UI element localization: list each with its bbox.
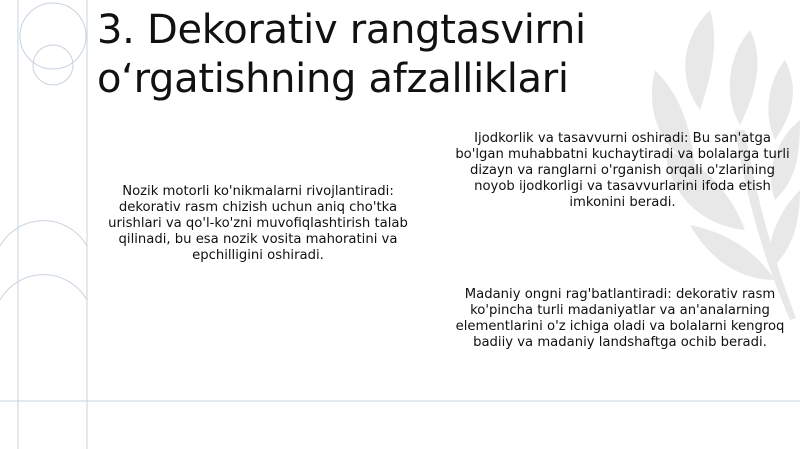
benefit-fine-motor-skills: Nozik motorli ko'nikmalarni rivojlantiradi: dekorativ rasm chizish uchun aniq cho'tka urishlari va qo'l-ko'zni muvofiqlashtirish talab qilinadi, bu esa nozik vosita mahoratini va epchilligini oshiradi. — [108, 184, 408, 263]
benefit-creativity-imagination: Ijodkorlik va tasavvurni oshiradi: Bu san'atga bo'lgan muhabbatni kuchaytiradi va bolalarga turli dizayn va ranglarni o'rganish orqali o'zlarining noyob ijodkorligi va tasavvurlarini ifoda etish imkonini beradi. — [455, 131, 790, 210]
benefit-cultural-awareness: Madaniy ongni rag'batlantiradi: dekorativ rasm ko'pincha turli madaniyatlar va an'analarning elementlarini o'z ichiga oladi va bolalarni kengroq badiiy va madaniy landshaftga ochib beradi. — [455, 287, 785, 350]
circle-top-inner — [33, 45, 73, 85]
slide-title-line-2: o‘rgatishning afzalliklari — [97, 56, 569, 102]
slide-title — [97, 6, 717, 104]
slide-title-line-1: 3. Dekorativ rangtasvirni — [97, 7, 586, 53]
arc-middle — [0, 221, 87, 246]
arc-lower — [0, 275, 87, 300]
circle-top-outer — [20, 3, 86, 69]
